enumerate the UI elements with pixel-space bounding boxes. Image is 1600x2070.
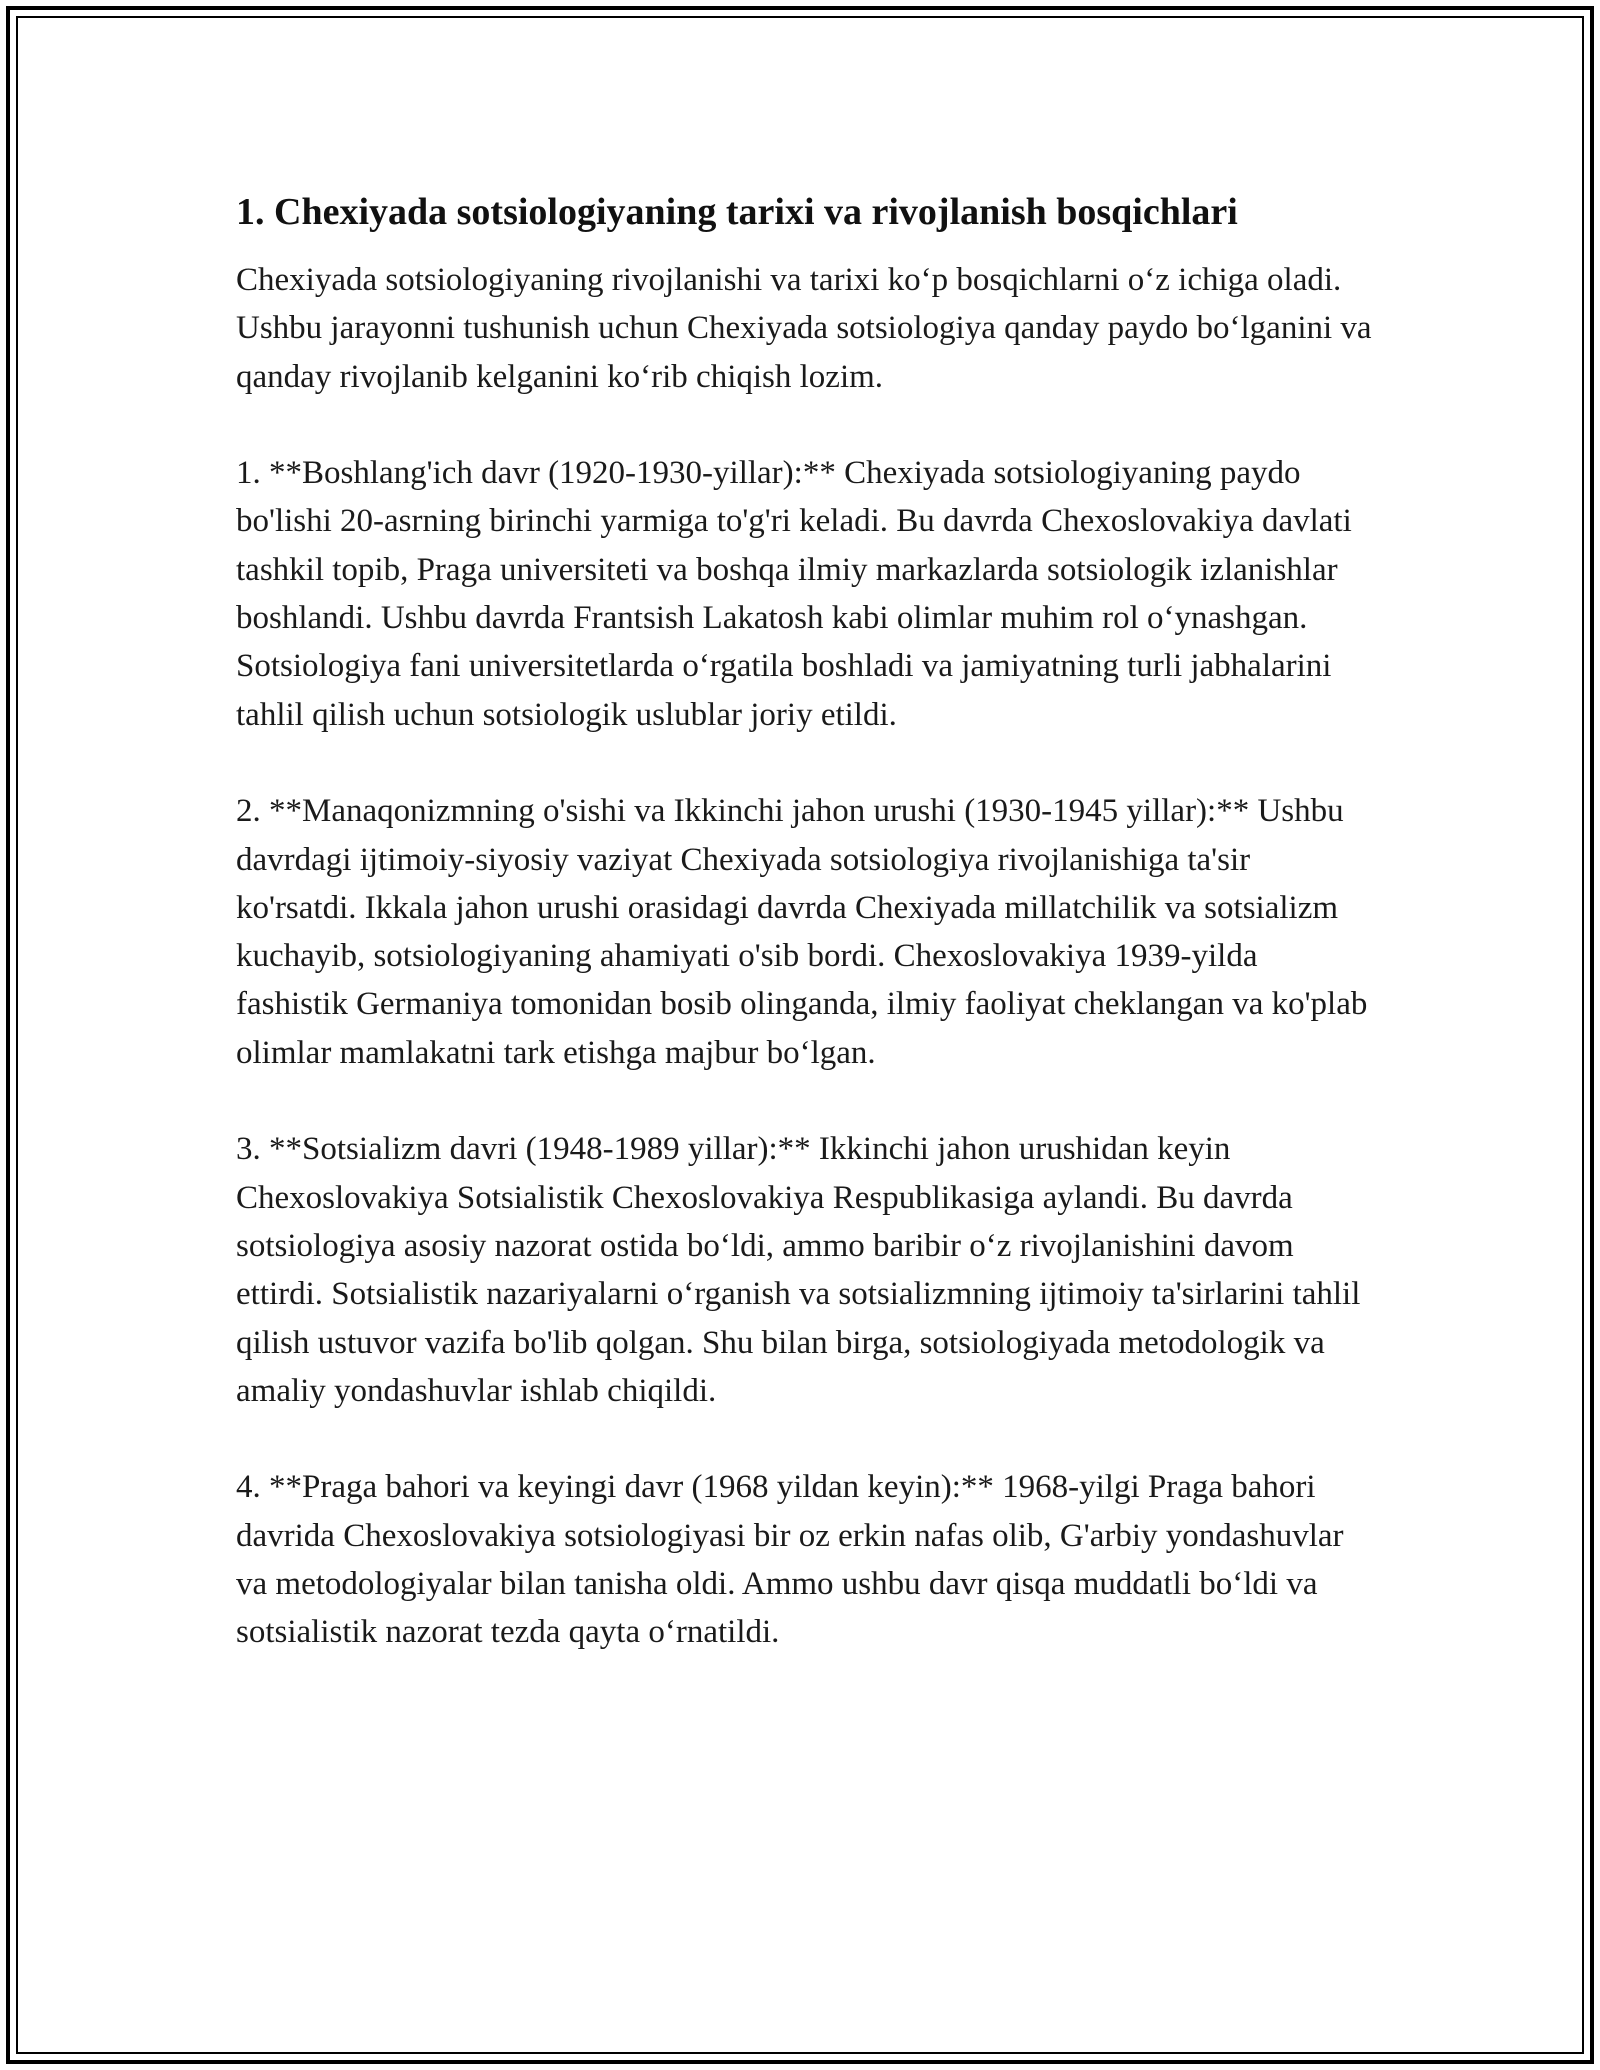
paragraph-period-2: 2. **Manaqonizmning o'sishi va Ikkinchi jahon urushi (1930-1945 yillar):** Ushbu davrdagi ijtimoiy-siyosiy vaziyat Chexiyada sotsiologiya rivojlanishiga ta'sir ko'rsatdi. Ikkala jahon urushi orasidagi davrda Chexiyada millatchilik va sotsializm kuchayib, sotsiologiyaning ahamiyati o'sib bordi. Chexoslovakiya 1939-yilda fashistik Germaniya tomonidan bosib olinganda, ilmiy faoliyat cheklangan va ko'plab olimlar mamlakatni tark etishga majbur boʻlgan. [236, 793, 1368, 1071]
intro-paragraph: Chexiyada sotsiologiyaning rivojlanishi va tarixi koʻp bosqichlarni oʻz ichiga oladi. Ushbu jarayonni tushunish uchun Chexiyada sotsiologiya qanday paydo boʻlganini va qanday rivojlanib kelganini koʻrib chiqish lozim. [236, 262, 1372, 395]
document-body [236, 186, 1376, 1657]
document-title: 1. Chexiyada sotsiologiyaning tarixi va rivojlanish bosqichlari [236, 191, 1238, 233]
paragraph-period-1: 1. **Boshlang'ich davr (1920-1930-yillar):** Chexiyada sotsiologiyaning paydo bo'lishi 20-asrning birinchi yarmiga to'g'ri keladi. Bu davrda Chexoslovakiya davlati tashkil topib, Praga universiteti va boshqa ilmiy markazlarda sotsiologik izlanishlar boshlandi. Ushbu davrda Frantsish Lakatosh kabi olimlar muhim rol oʻynashgan. Sotsiologiya fani universitetlarda oʻrgatila boshladi va jamiyatning turli jabhalarini tahlil qilish uchun sotsiologik uslublar joriy etildi. [236, 455, 1352, 733]
paragraph-period-3: 3. **Sotsializm davri (1948-1989 yillar):** Ikkinchi jahon urushidan keyin Chexoslovakiya Sotsialistik Chexoslovakiya Respublikasiga aylandi. Bu davrda sotsiologiya asosiy nazorat ostida boʻldi, ammo baribir oʻz rivojlanishini davom ettirdi. Sotsialistik nazariyalarni oʻrganish va sotsializmning ijtimoiy ta'sirlarini tahlil qilish ustuvor vazifa bo'lib qolgan. Shu bilan birga, sotsiologiyada metodologik va amaliy yondashuvlar ishlab chiqildi. [236, 1131, 1361, 1409]
paragraph-period-4: 4. **Praga bahori va keyingi davr (1968 yildan keyin):** 1968-yilgi Praga bahori davrida Chexoslovakiya sotsiologiyasi bir oz erkin nafas olib, G'arbiy yondashuvlar va metodologiyalar bilan tanisha oldi. Ammo ushbu davr qisqa muddatli boʻldi va sotsialistik nazorat tezda qayta oʻrnatildi. [236, 1469, 1344, 1651]
